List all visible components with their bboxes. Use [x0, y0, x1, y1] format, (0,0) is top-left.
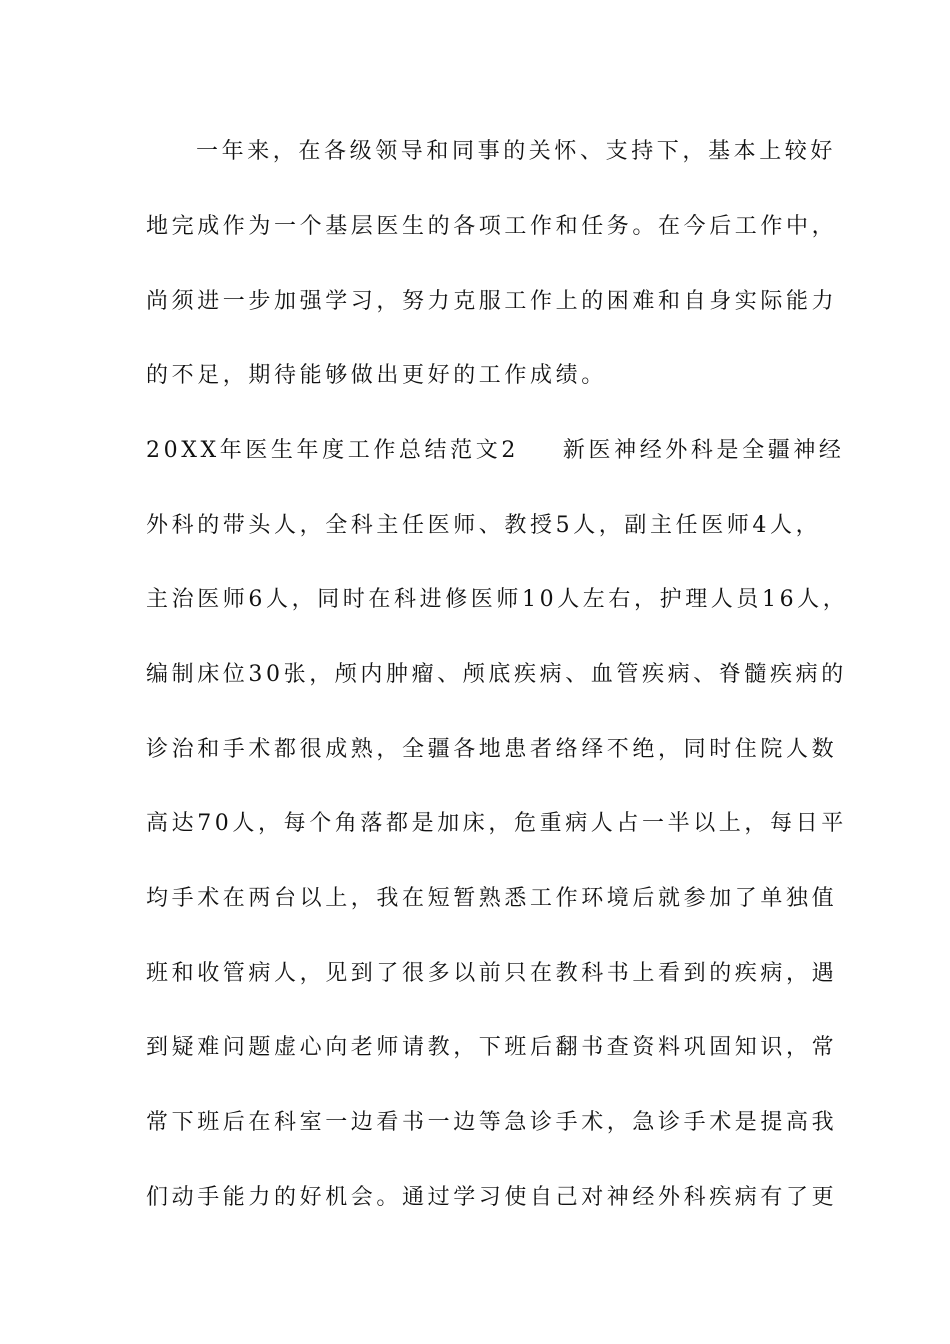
- paragraph-line-3: 尚须进一步加强学习，努力克服工作上的困难和自身实际能力: [146, 289, 838, 314]
- section-heading-line: [146, 436, 846, 466]
- paragraph-line-1: 一年来，在各级领导和同事的关怀、支持下，基本上较好: [196, 139, 837, 164]
- paragraph-line-12: 班和收管病人，见到了很多以前只在教科书上看到的疾病，遇: [146, 961, 838, 986]
- paragraph-line-6: 外科的带头人，全科主任医师、教授5人，副主任医师4人，: [146, 513, 822, 538]
- paragraph-line-15: 们动手能力的好机会。通过学习使自己对神经外科疾病有了更: [146, 1185, 838, 1210]
- paragraph-line-2: 地完成作为一个基层医生的各项工作和任务。在今后工作中，: [146, 214, 838, 239]
- section-title: 20XX年医生年度工作总结范文2: [146, 438, 519, 463]
- paragraph-line-9: 诊治和手术都很成熟，全疆各地患者络绎不绝，同时住院人数: [146, 737, 838, 762]
- paragraph-line-11: 均手术在两台以上，我在短暂熟悉工作环境后就参加了单独值: [146, 886, 838, 911]
- paragraph-line-4: 的不足，期待能够做出更好的工作成绩。: [146, 363, 607, 388]
- paragraph-line-14: 常下班后在科室一边看书一边等急诊手术，急诊手术是提高我: [146, 1110, 838, 1135]
- paragraph-line-13: 到疑难问题虚心向老师请教，下班后翻书查资料巩固知识，常: [146, 1035, 838, 1060]
- paragraph-line-8: 编制床位30张，颅内肿瘤、颅底疾病、血管疾病、脊髓疾病的: [146, 662, 847, 687]
- paragraph-line-7: 主治医师6人，同时在科进修医师10人左右，护理人员16人，: [146, 587, 849, 612]
- paragraph-line-10: 高达70人，每个角落都是加床，危重病人占一半以上，每日平: [146, 811, 847, 836]
- section-body-start: 新医神经外科是全疆神经: [562, 438, 845, 463]
